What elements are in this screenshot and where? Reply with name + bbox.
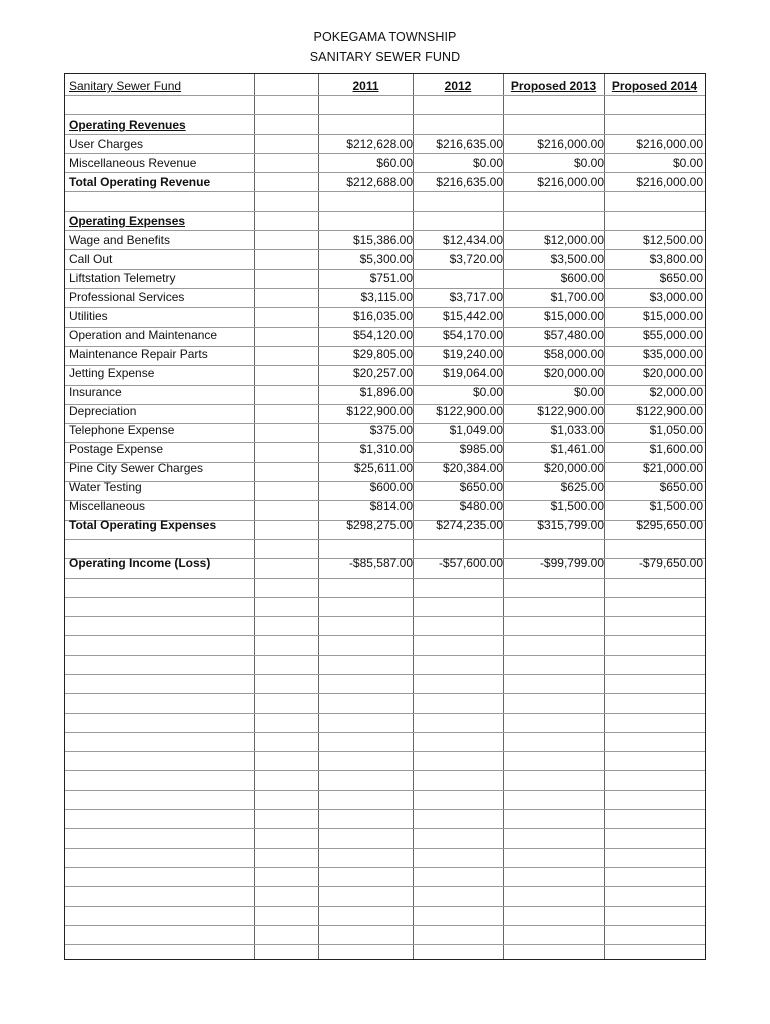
table-row (65, 306, 705, 325)
grid-row-line (65, 578, 705, 579)
cell-2014: $3,800.00 (649, 252, 703, 266)
row-label: Call Out (69, 252, 113, 266)
cell-2013: $625.00 (560, 480, 604, 494)
cell-2014: $295,650.00 (636, 518, 703, 532)
table-row (65, 382, 705, 401)
cell-2012: $15,442.00 (442, 309, 503, 323)
grid-row-line (65, 635, 705, 636)
row-label: User Charges (69, 137, 144, 151)
table-row (65, 134, 705, 153)
cell-2011: $25,611.00 (353, 461, 413, 475)
grid-row-line (65, 539, 705, 540)
row-label: Telephone Expense (69, 423, 175, 437)
operating-income-row (65, 553, 705, 572)
table-row (65, 249, 705, 268)
header-label: Sanitary Sewer Fund (69, 79, 182, 93)
cell-2011: $375.00 (369, 423, 413, 437)
header-2011: 2011 (352, 79, 379, 93)
cell-2014: $1,600.00 (649, 442, 703, 456)
cell-2013: $0.00 (573, 156, 604, 170)
cell-2011: $122,900.00 (346, 404, 413, 418)
table-row (65, 153, 705, 172)
grid-row-line (65, 944, 705, 945)
cell-2012: $19,240.00 (442, 347, 503, 361)
cell-2014: $650.00 (659, 480, 703, 494)
cell-2014: -$79,650.00 (638, 556, 703, 570)
cell-2013: -$99,799.00 (539, 556, 604, 570)
row-label: Pine City Sewer Charges (69, 461, 204, 475)
row-label: Liftstation Telemetry (69, 271, 176, 285)
row-label: Wage and Benefits (69, 233, 170, 247)
header-2012: 2012 (444, 79, 472, 93)
cell-2013: $1,500.00 (550, 499, 604, 513)
cell-2013: $1,033.00 (550, 423, 604, 437)
cell-2011: $60.00 (376, 156, 413, 170)
grid-row-line (65, 886, 705, 887)
cell-2014: $20,000.00 (642, 366, 703, 380)
cell-2011: $29,805.00 (352, 347, 413, 361)
total-row-expenses (65, 515, 705, 534)
grid-row-line (65, 693, 705, 694)
row-label: Operation and Maintenance (69, 328, 218, 342)
grid-row-line (65, 616, 705, 617)
cell-2011: $212,628.00 (346, 137, 413, 151)
row-label: Maintenance Repair Parts (69, 347, 208, 361)
cell-2011: $212,688.00 (346, 175, 413, 189)
cell-2011: $814.00 (369, 499, 413, 513)
cell-2011: $1,310.00 (359, 442, 413, 456)
cell-2013: $15,000.00 (543, 309, 604, 323)
grid-row-line (65, 925, 705, 926)
cell-2011: $20,257.00 (352, 366, 413, 380)
cell-2012: $0.00 (472, 385, 503, 399)
header-proposed-2014: Proposed 2014 (611, 79, 698, 93)
cell-2014: $55,000.00 (642, 328, 703, 342)
cell-2014: $1,500.00 (649, 499, 703, 513)
cell-2011: $600.00 (369, 480, 413, 494)
grid-row-line (65, 848, 705, 849)
cell-2012: $985.00 (459, 442, 503, 456)
cell-2013: $58,000.00 (543, 347, 604, 361)
cell-2013: $20,000.00 (543, 461, 604, 475)
cell-2014: $1,050.00 (649, 423, 703, 437)
document-title: POKEGAMA TOWNSHIP (313, 30, 457, 44)
cell-2011: $3,115.00 (360, 290, 413, 304)
budget-sheet (64, 73, 706, 960)
cell-2014: $216,000.00 (636, 175, 703, 189)
grid-row-line (65, 751, 705, 752)
income-label: Operating Income (Loss) (69, 556, 211, 570)
cell-2011: $1,896.00 (359, 385, 413, 399)
cell-2014: $3,000.00 (649, 290, 703, 304)
cell-2014: $21,000.00 (642, 461, 703, 475)
cell-2011: $298,275.00 (346, 518, 413, 532)
row-label: Water Testing (69, 480, 142, 494)
cell-2012: $650.00 (459, 480, 503, 494)
cell-2014: $0.00 (672, 156, 703, 170)
cell-2014: $650.00 (659, 271, 703, 285)
cell-2011: $16,035.00 (352, 309, 413, 323)
row-label: Postage Expense (69, 442, 164, 456)
grid-row-line (65, 867, 705, 868)
header-proposed-2013: Proposed 2013 (510, 79, 597, 93)
cell-2014: $12,500.00 (642, 233, 703, 247)
cell-2013: $216,000.00 (537, 175, 604, 189)
cell-2012: $20,384.00 (442, 461, 503, 475)
row-label: Utilities (69, 309, 108, 323)
cell-2012: $0.00 (472, 156, 503, 170)
cell-2012: $19,064.00 (442, 366, 503, 380)
cell-2011: $15,386.00 (352, 233, 413, 247)
cell-2012: $216,635.00 (436, 175, 503, 189)
cell-2013: $20,000.00 (543, 366, 604, 380)
table-row (65, 420, 705, 439)
row-label: Miscellaneous (69, 499, 146, 513)
table-row (65, 230, 705, 249)
cell-2012: $12,434.00 (442, 233, 503, 247)
total-label: Total Operating Expenses (69, 518, 217, 532)
cell-2012: $3,717.00 (449, 290, 503, 304)
cell-2012: $480.00 (459, 499, 503, 513)
cell-2011: $5,300.00 (359, 252, 413, 266)
cell-2013: $122,900.00 (537, 404, 604, 418)
cell-2012: $122,900.00 (436, 404, 503, 418)
cell-2011: -$85,587.00 (348, 556, 413, 570)
cell-2014: $122,900.00 (636, 404, 703, 418)
expenses-heading: Operating Expenses (69, 214, 186, 228)
grid-row-line (65, 713, 705, 714)
cell-2012: $216,635.00 (436, 137, 503, 151)
grid-row-line (65, 770, 705, 771)
cell-2013: $12,000.00 (543, 233, 604, 247)
total-label: Total Operating Revenue (69, 175, 211, 189)
grid-row-line (65, 655, 705, 656)
header-row (65, 76, 705, 95)
row-label: Jetting Expense (69, 366, 155, 380)
table-row (65, 325, 705, 344)
cell-2012: $54,170.00 (442, 328, 503, 342)
grid-row-line (65, 597, 705, 598)
table-row (65, 344, 705, 363)
cell-2012: $3,720.00 (449, 252, 503, 266)
cell-2013: $1,461.00 (550, 442, 604, 456)
grid-row-line (65, 191, 705, 192)
grid-row-line (65, 95, 705, 96)
cell-2013: $216,000.00 (537, 137, 604, 151)
cell-2013: $315,799.00 (537, 518, 604, 532)
row-label: Professional Services (69, 290, 185, 304)
cell-2014: $35,000.00 (642, 347, 703, 361)
row-label: Insurance (69, 385, 122, 399)
row-label: Miscellaneous Revenue (69, 156, 197, 170)
table-row (65, 458, 705, 477)
cell-2013: $57,480.00 (543, 328, 604, 342)
grid-row-line (65, 732, 705, 733)
table-row (65, 287, 705, 306)
cell-2013: $3,500.00 (550, 252, 604, 266)
row-label: Depreciation (69, 404, 137, 418)
grid-row-line (65, 809, 705, 810)
table-row (65, 439, 705, 458)
cell-2013: $0.00 (573, 385, 604, 399)
cell-2011: $751.00 (369, 271, 413, 285)
grid-row-line (65, 906, 705, 907)
revenues-heading: Operating Revenues (69, 118, 186, 132)
section-heading-revenues (65, 115, 705, 134)
table-row (65, 496, 705, 515)
grid-row-line (65, 674, 705, 675)
table-row (65, 477, 705, 496)
cell-2012: $1,049.00 (449, 423, 503, 437)
cell-2013: $600.00 (560, 271, 604, 285)
document-subtitle: SANITARY SEWER FUND (309, 50, 461, 64)
cell-2011: $54,120.00 (352, 328, 413, 342)
cell-2014: $216,000.00 (636, 137, 703, 151)
section-heading-expenses (65, 211, 705, 230)
table-row (65, 268, 705, 287)
table-row (65, 401, 705, 420)
grid-row-line (65, 828, 705, 829)
cell-2014: $2,000.00 (649, 385, 703, 399)
total-row-revenue (65, 172, 705, 191)
cell-2013: $1,700.00 (550, 290, 604, 304)
cell-2012: -$57,600.00 (438, 556, 503, 570)
cell-2014: $15,000.00 (642, 309, 703, 323)
grid-row-line (65, 790, 705, 791)
table-row (65, 363, 705, 382)
cell-2012: $274,235.00 (436, 518, 503, 532)
